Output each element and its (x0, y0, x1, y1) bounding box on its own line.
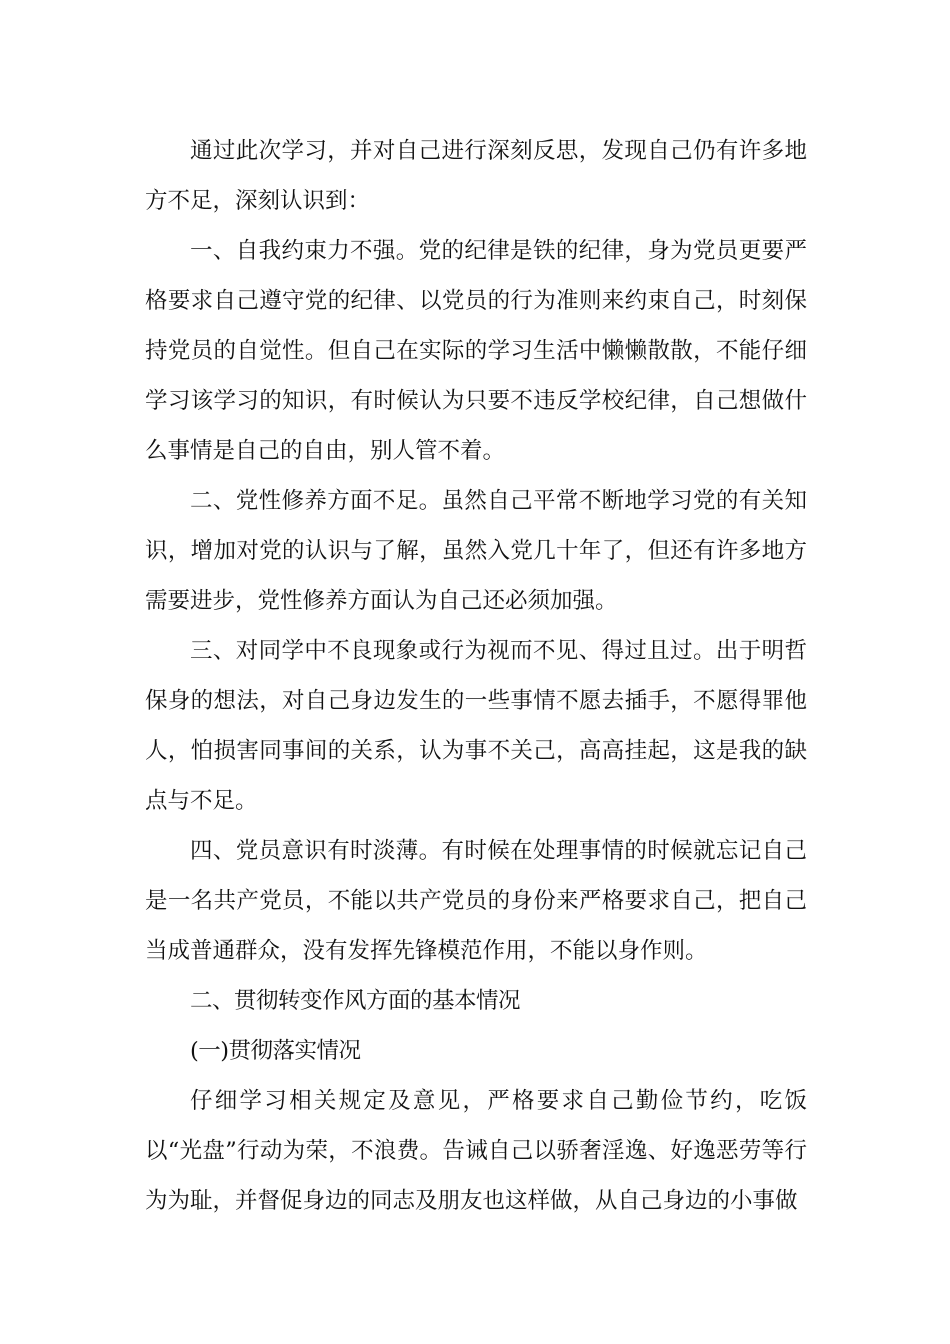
paragraph-point-2: 二、党性修养方面不足。虽然自己平常不断地学习党的有关知识，增加对党的认识与了解，虽然入党几十年了，但还有许多地方需要进步，党性修养方面认为自己还必须加强。 (145, 488, 807, 614)
subsection-heading: (一)贯彻落实情况 (190, 1038, 361, 1064)
paragraph-implementation: 仔细学习相关规定及意见，严格要求自己勤俭节约，吃饭以“光盘”行动为荣，不浪费。告诫自己以骄奢淫逸、好逸恶劳等行为为耻，并督促身边的同志及朋友也这样做，从自己身边的小事做 (145, 1088, 807, 1214)
paragraph-point-1: 一、自我约束力不强。党的纪律是铁的纪律，身为党员更要严格要求自己遵守党的纪律、以党员的行为准则来约束自己，时刻保持党员的自觉性。但自己在实际的学习生活中懒懒散散，不能仔细学习该学习的知识，有时候认为只要不违反学校纪律，自己想做什么事情是自己的自由，别人管不着。 (145, 238, 807, 464)
paragraph-intro: 通过此次学习，并对自己进行深刻反思，发现自己仍有许多地方不足，深刻认识到： (145, 138, 807, 214)
paragraph-point-3: 三、对同学中不良现象或行为视而不见、得过且过。出于明哲保身的想法，对自己身边发生的一些事情不愿去插手，不愿得罪他人，怕损害同事间的关系，认为事不关己，高高挂起，这是我的缺点与不足。 (145, 638, 807, 814)
document-body (145, 126, 807, 1226)
paragraph-point-4: 四、党员意识有时淡薄。有时候在处理事情的时候就忘记自己是一名共产党员，不能以共产党员的身份来严格要求自己，把自己当成普通群众，没有发挥先锋模范作用，不能以身作则。 (145, 838, 807, 964)
section-heading: 二、贯彻转变作风方面的基本情况 (190, 988, 521, 1014)
